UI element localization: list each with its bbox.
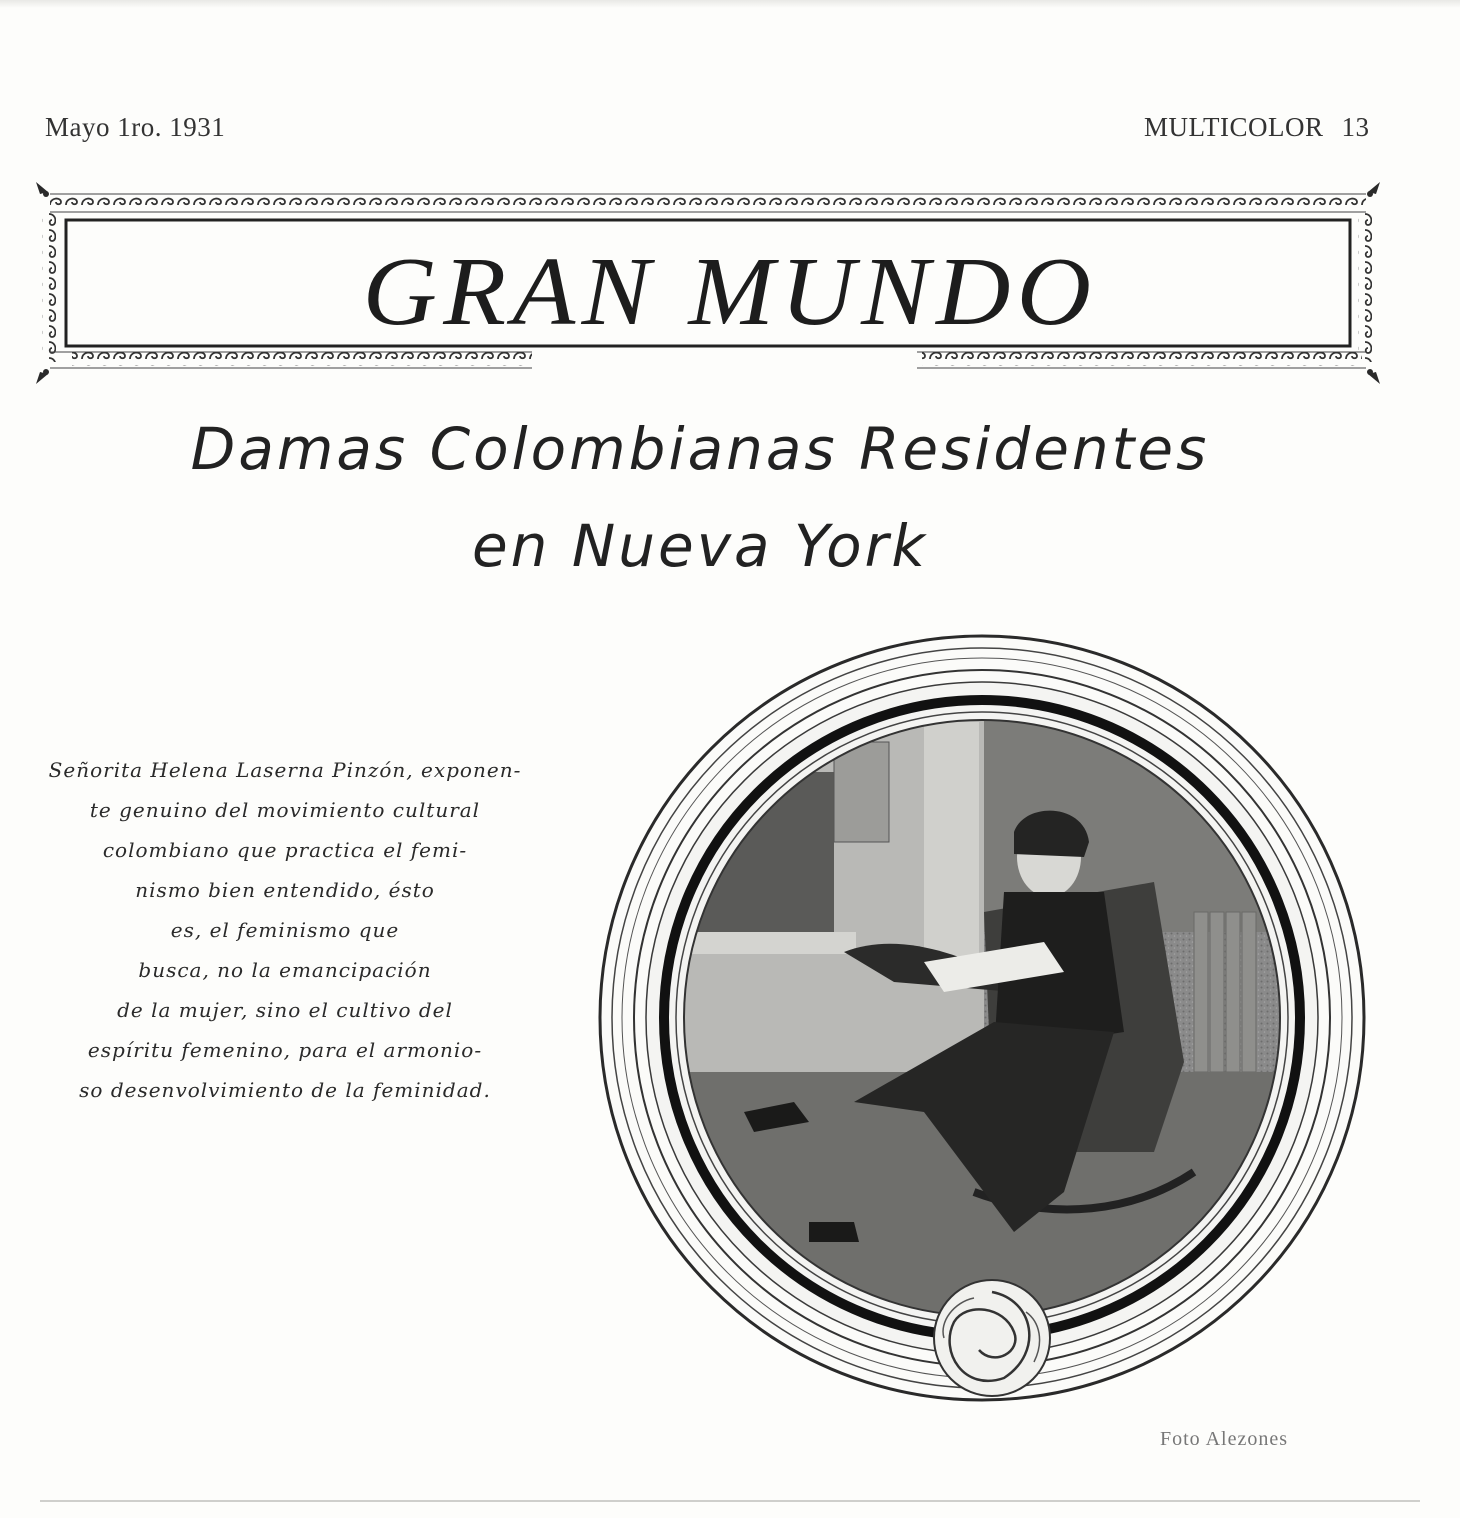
caption-line: Señorita Helena Laserna Pinzón, exponen- xyxy=(48,758,522,782)
article-headline-line-2: en Nueva York xyxy=(472,512,928,580)
caption-line: espíritu femenino, para el armonio- xyxy=(87,1038,483,1062)
caption-line: nismo bien entendido, ésto xyxy=(135,878,435,902)
section-title: GRAN MUNDO xyxy=(362,238,1098,346)
photo-credit: Foto Alezones xyxy=(1160,1428,1288,1450)
caption-line: de la mujer, sino el cultivo del xyxy=(117,998,453,1022)
caption-line: colombiano que practica el femi- xyxy=(102,838,468,862)
page-edge xyxy=(0,0,1460,8)
issue-date: Mayo 1ro. 1931 xyxy=(45,112,226,142)
running-header xyxy=(1144,112,1370,143)
page-number: 13 xyxy=(1341,112,1370,142)
article-headline-line-1: Damas Colombianas Residentes xyxy=(190,415,1210,483)
caption-line: so desenvolvimiento de la feminidad. xyxy=(79,1078,491,1102)
portrait-photo xyxy=(594,632,1370,1404)
page-bottom-edge xyxy=(40,1500,1420,1502)
magazine-name: MULTICOLOR xyxy=(1144,112,1324,142)
photo-caption xyxy=(20,750,550,1110)
caption-line: busca, no la emancipación xyxy=(138,958,432,982)
caption-line: te genuino del movimiento cultural xyxy=(89,798,481,822)
circular-photo-frame xyxy=(594,632,1370,1404)
rose-ornament-icon xyxy=(934,1280,1050,1396)
caption-line: es, el feminismo que xyxy=(170,918,400,942)
